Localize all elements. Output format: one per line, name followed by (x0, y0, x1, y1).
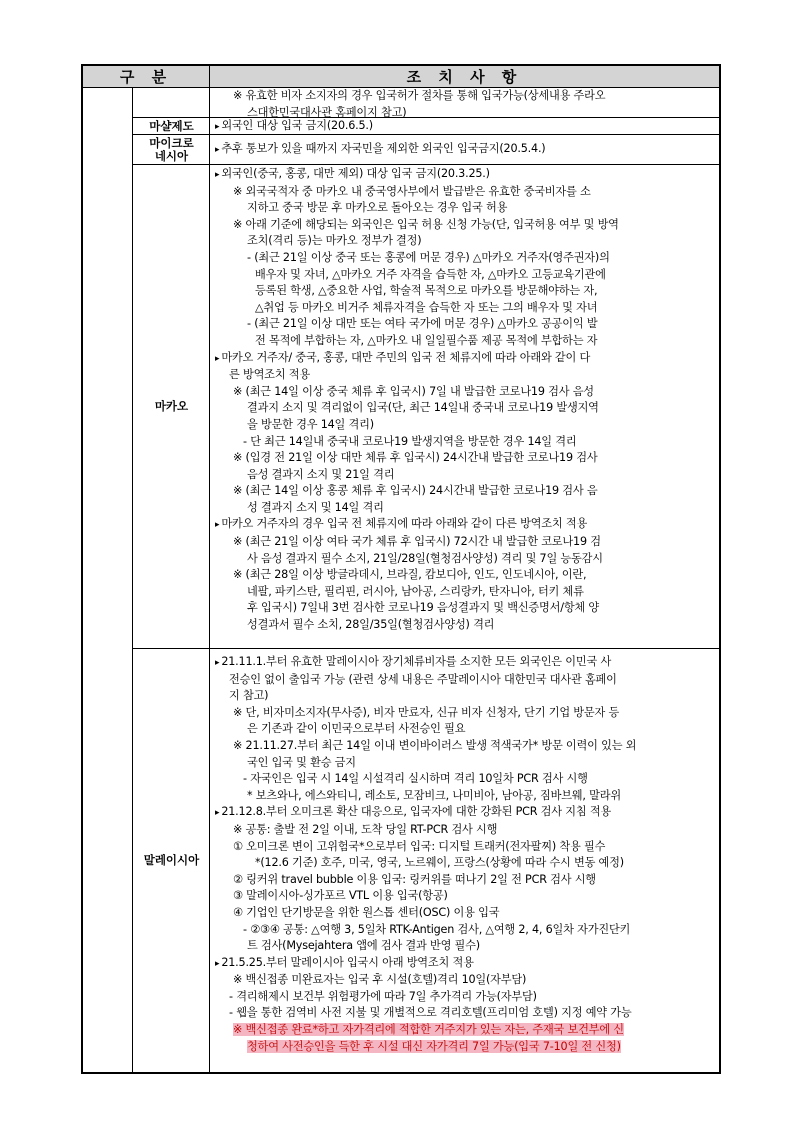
text-line: 네팔, 파키스탄, 필리핀, 러시아, 남아공, 스리랑카, 탄자니아, 터키 체류 (247, 584, 584, 598)
text-line: ※ 외국국적자 중 마카오 내 중국영사부에서 발급받은 유효한 중국비자를 소 (233, 184, 591, 198)
text-line: 지 참고) (229, 689, 269, 703)
text-line: - 자국인은 입국 시 14일 시설격리 실시하며 격리 10일차 PCR 검사 시행 (243, 772, 588, 786)
text-line: - 웹을 통한 검역비 사전 지불 및 개별적으로 격리호텔(프리미엄 호텔) 지정 예약 가능 (229, 1006, 632, 1020)
country-name-macau: 마카오 (154, 399, 189, 413)
triangle-bullet-icon: ▸ (215, 170, 220, 180)
text-line: 은 기존과 같이 이민국으로부터 사전승인 필요 (247, 722, 466, 736)
text-line: ▸ 추후 통보가 있을 때까지 자국민을 제외한 외국인 입국금지(20.5.4.) (215, 142, 546, 155)
top-row-text (215, 88, 715, 121)
text-line: ④ 기업인 단기방문을 위한 원스톱 센터(OSC) 이용 입국 (233, 905, 500, 919)
triangle-bullet-icon: ▸ (215, 520, 220, 531)
text-line: - ②③④ 공통: △여행 3, 5일차 RTK-Antigen 검사, △여행 2, 4, 6일차 자가진단키 (243, 922, 631, 936)
text-line: 배우자 및 자녀, △마카오 거주 자격을 습득한 자, △마카오 고등교육기관에 (255, 267, 606, 281)
text-line: ① 오미크론 변이 고위험국*으로부터 입국: 디지털 트래커(전자팔찌) 착용 필수 (233, 839, 606, 853)
row-divider (133, 164, 719, 165)
text-line: ※ 단, 비자미소지자(무사증), 비자 만료자, 신규 비자 신청자, 단기 기업 방문자 등 (233, 705, 620, 719)
text-line: 전 목적에 부합하는 자, △마카오 내 일일필수품 제공 목적에 부합하는 자 (255, 333, 598, 347)
country-name-marshall: 마샬제도 (149, 118, 194, 133)
text-line: ※ 21.11.27.부터 최근 14일 이내 변이바이러스 발생 적색국가* 방문 이력이 있는 외 (233, 738, 637, 752)
text-line: 국인 입국 및 환승 금지 (247, 755, 356, 769)
text-line: ▸ 21.12.8.부터 오미크론 확산 대응으로, 입국자에 대한 강화된 PCR 검사 지침 적용 (215, 805, 612, 819)
text-line: 전승인 없이 출입국 가능 (관련 상세 내용은 주말레이시아 대한민국 대사관 홈페이 (229, 672, 617, 686)
text-line: - (최근 21일 이상 대만 또는 여타 국가에 머문 경우) △마카오 공공이익 발 (247, 317, 598, 331)
text-line: ※ (최근 14일 이상 중국 체류 후 입국시) 7일 내 발급한 코로나19 검사 음성 (233, 384, 594, 398)
text-line: 후 입국시) 7일내 3번 검사한 코로나19 음성결과지 및 백신증명서/항체 양 (247, 601, 600, 615)
text-line: ※ (최근 28일 이상 방글라데시, 브라질, 캄보디아, 인도, 인도네시아, 이란, (233, 568, 587, 582)
triangle-bullet-icon: ▸ (215, 808, 220, 819)
text-line: ▸ 21.11.1.부터 유효한 말레이시아 장기체류비자를 소지한 모든 외국인은 이민국 사 (215, 655, 612, 668)
text-line: - 단 최근 14일내 중국내 코로나19 발생지역을 방문한 경우 14일 격리 (243, 434, 577, 448)
text-line: ③ 말레이시아-싱가포르 VTL 이용 입국(항공) (233, 889, 448, 903)
text-line: ※ 유효한 비자 소지자의 경우 입국허가 절차를 통해 입국가능(상세내용 주라오 (233, 89, 606, 102)
macau-text (215, 166, 715, 634)
text-line: *(12.6 기준) 호주, 미국, 영국, 노르웨이, 프랑스(상황에 따라 수시 변동 예정) (255, 856, 624, 870)
row-divider (133, 648, 719, 649)
triangle-bullet-icon: ▸ (215, 145, 220, 155)
text-line: △취업 등 마카오 비거주 체류자격을 습득한 자 또는 그의 배우자 및 자녀 (255, 300, 598, 314)
header-measures: 조 치 사 항 (210, 66, 719, 88)
text-line: 음성 결과지 소지 및 21일 격리 (247, 467, 395, 481)
text-line: * 보츠와나, 에스와티니, 레소토, 모잠비크, 나미비아, 남아공, 짐바브웨, 말라위 (247, 788, 621, 802)
text-line: 지하고 중국 방문 후 마카오로 돌아오는 경우 입국 허용 (247, 201, 508, 215)
text-line (215, 1039, 715, 1056)
text-line: 스대한민국대사관 홈페이지 참고) (247, 105, 407, 119)
text-line: 른 방역조치 적용 (229, 368, 310, 382)
triangle-bullet-icon: ▸ (215, 958, 220, 969)
text-line: ▸ 21.5.25.부터 말레이시아 입국시 아래 방역조치 적용 (215, 955, 474, 969)
malaysia-text (215, 654, 715, 1055)
highlighted-text: 청하여 사전승인을 득한 후 시설 대신 자가격리 7일 가능(입국 7-10일 전 신청) (247, 1039, 621, 1053)
text-line: 성 결과지 소지 및 14일 격리 (247, 500, 384, 514)
text-line: 성결과서 필수 소치, 28일/35일(혈청검사양성) 격리 (247, 618, 495, 632)
text-line: 을 방문한 경우 14일 격리) (247, 417, 374, 431)
measures-table (81, 64, 721, 1074)
text-line: ▸ 마카오 거주자의 경우 입국 전 체류지에 따라 아래와 같이 다른 방역조치 적용 (215, 517, 588, 531)
text-line: ※ (최근 21일 이상 여타 국가 체류 후 입국시) 72시간 내 발급한 코로나19 검 (233, 535, 601, 549)
region-column (83, 88, 133, 1072)
triangle-bullet-icon: ▸ (215, 122, 220, 132)
country-name-malaysia: 말레이시아 (143, 853, 200, 867)
highlighted-text: ※ 백신접종 완료*하고 자가격리에 적합한 거주지가 있는 자는, 주재국 보건부에 신 (233, 1023, 624, 1037)
text-line: 사 음성 결과지 필수 소지, 21일/28일(혈청검사양성) 격리 및 7일 능동감시 (247, 551, 603, 565)
text-line: ※ 백신접종 미완료자는 입국 후 시설(호텔)격리 10일(자부담) (233, 973, 527, 987)
text-line: ▸ 외국인(중국, 홍콩, 대만 제외) 대상 입국 금지(20.3.25.) (215, 167, 490, 180)
text-line: ※ (최근 14일 이상 홍콩 체류 후 입국시) 24시간내 발급한 코로나19 검사 음 (233, 484, 598, 498)
triangle-bullet-icon: ▸ (215, 353, 220, 364)
text-line: 결과지 소지 및 격리없이 입국(단, 최근 14일내 중국내 코로나19 발생지역 (247, 401, 599, 415)
text-line: ※ (입경 전 21일 이상 대만 체류 후 입국시) 24시간내 발급한 코로나19 검사 (233, 451, 598, 465)
text-line: 조치(격리 등)는 마카오 정부가 결정) (247, 234, 422, 248)
country-name-micronesia: 마이크로 네시아 (149, 135, 194, 163)
text-line (215, 1022, 715, 1039)
header-category: 구 분 (83, 66, 210, 88)
text-line: ▸ 마카오 거주자/ 중국, 홍콩, 대만 주민의 입국 전 체류지에 따라 아래와 같이 다 (215, 350, 591, 364)
text-line: - (최근 21일 이상 중국 또는 홍콩에 머문 경우) △마카오 거주자(영주권자)의 (247, 250, 610, 264)
text-line: 트 검사(Mysejahtera 앱에 검사 결과 반영 필수) (247, 939, 480, 953)
text-line: ※ 아래 기준에 해당되는 외국인은 입국 허용 신청 가능(단, 입국허용 여부 및 방역 (233, 217, 619, 231)
text-line: ② 링커위 travel bubble 이용 입국: 링커위를 떠나기 2일 전 PCR 검사 시행 (233, 872, 596, 886)
text-line: ※ 공통: 출발 전 2일 이내, 도착 당일 RT-PCR 검사 시행 (233, 822, 498, 836)
text-line: 등록된 학생, △중요한 사업, 학술적 목적으로 마카오를 방문해야하는 자, (255, 284, 598, 298)
marshall-text (215, 118, 715, 136)
triangle-bullet-icon: ▸ (215, 658, 220, 668)
text-line: ▸ 외국인 대상 입국 금지(20.6.5.) (215, 119, 373, 132)
micronesia-text (215, 141, 715, 159)
text-line: - 격리해제시 보건부 위험평가에 따라 7일 추가격리 가능(자부담) (229, 989, 537, 1003)
